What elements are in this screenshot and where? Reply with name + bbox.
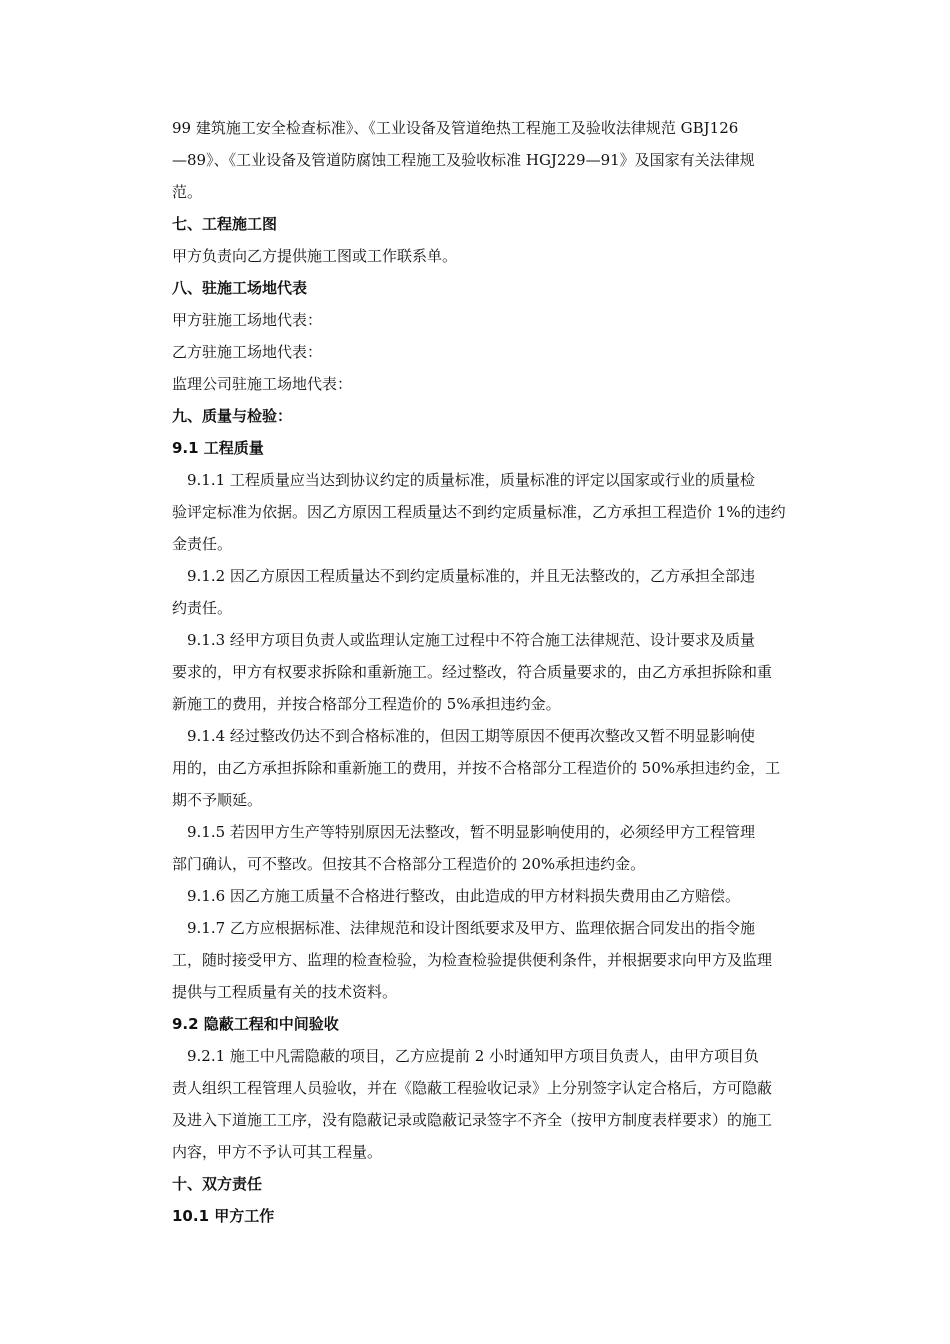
para-rep-party-b bbox=[172, 336, 816, 368]
text-line: 金责任。 bbox=[172, 535, 233, 553]
text-line: 责人组织工程管理人员验收，并在《隐蔽工程验收记录》上分别签字认定合格后，方可隐蔽 bbox=[172, 1079, 773, 1097]
text-line: 9.1.6 因乙方施工质量不合格进行整改，由此造成的甲方材料损失费用由乙方赔偿。 bbox=[172, 887, 740, 905]
text-line: 9.1.4 经过整改仍达不到合格标准的，但因工期等原因不便再次整改又暂不明显影响使 bbox=[172, 727, 755, 745]
para-rep-supervisor bbox=[172, 368, 816, 400]
subsection-heading-9-1: 9.1 工程质量 bbox=[172, 439, 264, 457]
text-line: 甲方负责向乙方提供施工图或工作联系单。 bbox=[172, 247, 458, 265]
para-standards bbox=[172, 112, 816, 208]
text-line: 9.1.5 若因甲方生产等特别原因无法整改，暂不明显影响使用的，必须经甲方工程管理 bbox=[172, 823, 755, 841]
section-heading-10: 十、双方责任 bbox=[172, 1175, 263, 1193]
text-line: 用的，由乙方承担拆除和重新施工的费用，并按不合格部分工程造价的 50%承担违约金，工 bbox=[172, 759, 781, 777]
text-line: 工，随时接受甲方、监理的检查检验，为检查检验提供便利条件，并根据要求向甲方及监理 bbox=[172, 951, 773, 969]
section-heading-8: 八、驻施工场地代表 bbox=[172, 279, 308, 297]
text-line: 99 建筑施工安全检查标准》、《工业设备及管道绝热工程施工及验收法律规范 GBJ126 bbox=[172, 119, 739, 137]
text-line: 约责任。 bbox=[172, 599, 233, 617]
text-line: 要求的，甲方有权要求拆除和重新施工。经过整改，符合质量要求的，由乙方承担拆除和重 bbox=[172, 663, 773, 681]
text-line: 9.1.3 经甲方项目负责人或监理认定施工过程中不符合施工法律规范、设计要求及质量 bbox=[172, 631, 755, 649]
text-line: 9.1.7 乙方应根据标准、法律规范和设计图纸要求及甲方、监理依据合同发出的指令施 bbox=[172, 919, 755, 937]
text-line: 新施工的费用，并按合格部分工程造价的 5%承担违约金。 bbox=[172, 695, 561, 713]
text-line: 内容，甲方不予认可其工程量。 bbox=[172, 1143, 383, 1161]
para-rep-party-a bbox=[172, 304, 816, 336]
section-heading-7: 七、工程施工图 bbox=[172, 215, 278, 233]
text-line: 期不予顺延。 bbox=[172, 791, 263, 809]
clause-9-1-1 bbox=[172, 464, 816, 560]
clause-9-1-3 bbox=[172, 624, 816, 720]
text-line: 部门确认，可不整改。但按其不合格部分工程造价的 20%承担违约金。 bbox=[172, 855, 646, 873]
clause-9-1-7 bbox=[172, 912, 816, 1008]
subsection-heading-9-2: 9.2 隐蔽工程和中间验收 bbox=[172, 1015, 339, 1033]
text-line: 及进入下道施工工序，没有隐蔽记录或隐蔽记录签字不齐全（按甲方制度表样要求）的施工 bbox=[172, 1111, 773, 1129]
text-line: 9.1.2 因乙方原因工程质量达不到约定质量标准的，并且无法整改的，乙方承担全部违 bbox=[172, 567, 755, 585]
section-heading-9: 九、质量与检验： bbox=[172, 407, 293, 425]
text-line: 提供与工程质量有关的技术资料。 bbox=[172, 983, 398, 1001]
text-line: 监理公司驻施工场地代表： bbox=[172, 375, 353, 393]
text-line: 甲方驻施工场地代表： bbox=[172, 311, 323, 329]
text-line: 9.2.1 施工中凡需隐蔽的项目，乙方应提前 2 小时通知甲方项目负责人，由甲方项目负 bbox=[172, 1047, 760, 1065]
clause-9-1-2 bbox=[172, 560, 816, 624]
text-line: 范。 bbox=[172, 183, 203, 201]
clause-9-1-5 bbox=[172, 816, 816, 880]
para-drawings bbox=[172, 240, 816, 272]
clause-9-1-4 bbox=[172, 720, 816, 816]
text-line: —89》、《工业设备及管道防腐蚀工程施工及验收标准 HGJ229—91》及国家有关法律规 bbox=[172, 151, 755, 169]
document-body bbox=[172, 112, 816, 1232]
clause-9-1-6 bbox=[172, 880, 816, 912]
clause-9-2-1 bbox=[172, 1040, 816, 1168]
text-line: 验评定标准为依据。因乙方原因工程质量达不到约定质量标准，乙方承担工程造价 1%的违约 bbox=[172, 503, 786, 521]
text-line: 9.1.1 工程质量应当达到协议约定的质量标准，质量标准的评定以国家或行业的质量检 bbox=[172, 471, 755, 489]
text-line: 乙方驻施工场地代表： bbox=[172, 343, 323, 361]
subsection-heading-10-1: 10.1 甲方工作 bbox=[172, 1207, 275, 1225]
